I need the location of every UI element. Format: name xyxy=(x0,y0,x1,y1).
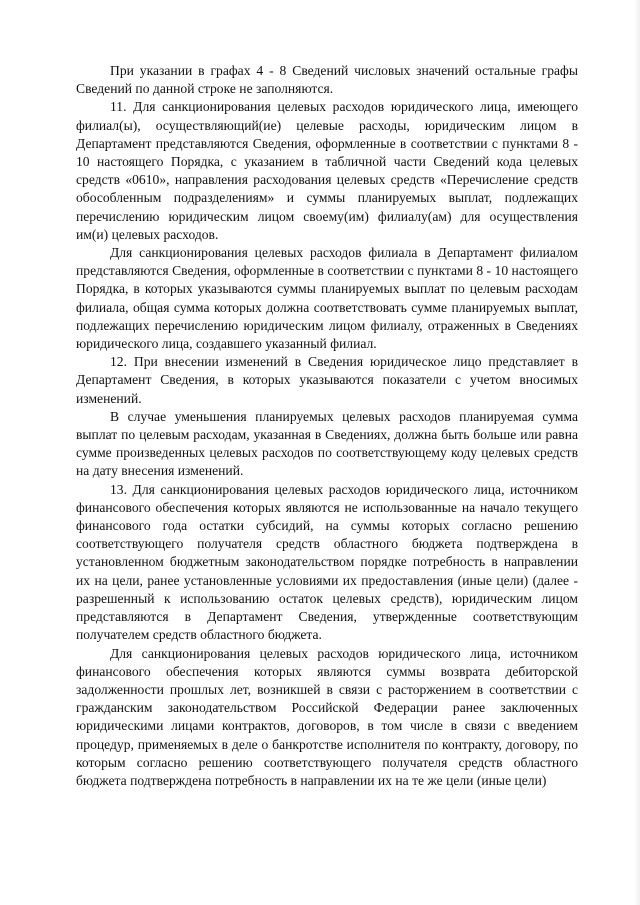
document-body xyxy=(76,62,578,790)
paragraph: Для санкционирования целевых расходов филиала в Департамент филиалом представляются Сведения, оформленные в соответствии с пунктами 8 - 10 настоящего Порядка, в которых указываются суммы планируемых выплат по целевым расходам филиала, общая сумма которых должна соответствовать сумме планируемых выплат, подлежащих перечислению юридическим лицом филиалу, отраженных в Сведениях юридического лица, создавшего указанный филиал. xyxy=(76,245,578,352)
paragraph: При указании в графах 4 - 8 Сведений числовых значений остальные графы Сведений по данной строке не заполняются. xyxy=(76,63,578,97)
paragraph: 11. Для санкционирования целевых расходов юридического лица, имеющего филиал(ы), осуществляющий(ие) целевые расходы, юридическим лицом в Департамент представляются Сведения, оформленные в соответствии с пунктами 8 - 10 настоящего Порядка, с указанием в табличной части Сведений кода целевых средств «0610», направления расходования целевых средств «Перечисление средств обособленным подразделениям» и суммы планируемых выплат, подлежащих перечислению юридическим лицом своему(им) филиалу(ам) для осуществления им(и) целевых расходов. xyxy=(76,99,578,242)
paragraph: В случае уменьшения планируемых целевых расходов планируемая сумма выплат по целевым расходам, указанная в Сведениях, должна быть больше или равна сумме произведенных целевых расходов по соответствующему коду целевых средств на дату внесения изменений. xyxy=(76,408,578,479)
paragraph: 13. Для санкционирования целевых расходов юридического лица, источником финансового обеспечения которых являются не использованные на начало текущего финансового года остатки субсидий, на суммы которых согласно решению соответствующего получателя средств областного бюджета подтверждена в установленном бюджетным законодательством порядке потребность в направлении их на цели, ранее установленные условиями их предоставления (иные цели) (далее - разрешенный к использованию остаток целевых средств), юридическим лицом представляются в Департамент Сведения, утвержденные соответствующим получателем средств областного бюджета. xyxy=(76,481,578,643)
paragraph: Для санкционирования целевых расходов юридического лица, источником финансового обеспечения которых являются суммы возврата дебиторской задолженности прошлых лет, возникшей в связи с расторжением в соответствии с гражданским законодательством Российской Федерации ранее заключенных юридическими лицами контрактов, договоров, в том числе в связи с введением процедур, применяемых в деле о банкротстве исполнителя по контракту, договору, по которым согласно решению соответствующего получателя средств областного бюджета подтверждена потребность в направлении их на те же цели (иные цели) xyxy=(76,645,578,788)
paragraph: 12. При внесении изменений в Сведения юридическое лицо представляет в Департамент Сведения, в которых указываются показатели с учетом вносимых изменений. xyxy=(76,354,578,406)
page-edge-shadow xyxy=(634,0,640,905)
